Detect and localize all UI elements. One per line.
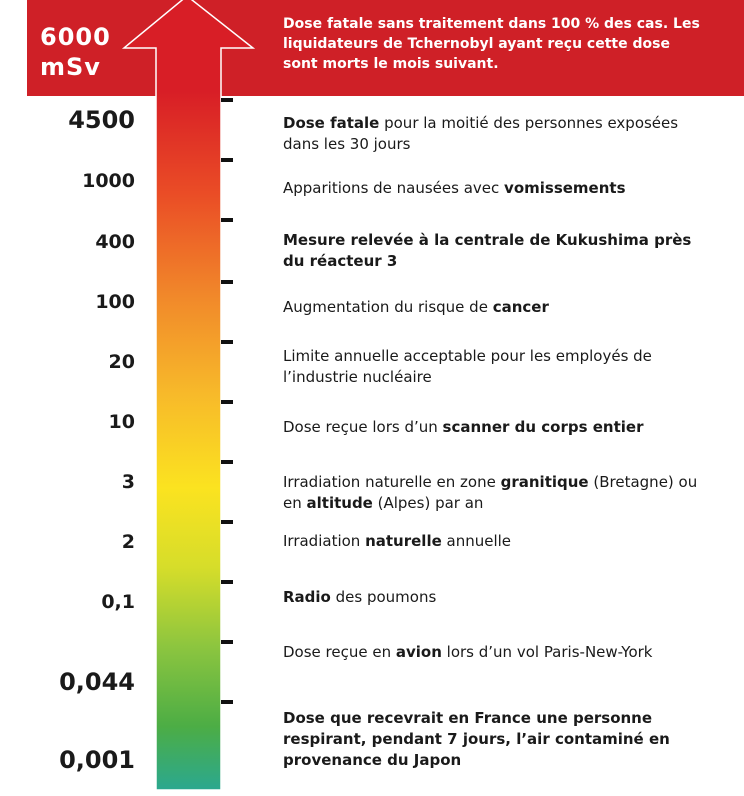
scale-tick bbox=[221, 218, 233, 222]
dose-value: 3 bbox=[121, 471, 135, 493]
description-text: Apparitions de nausées avec bbox=[283, 179, 505, 197]
scale-tick bbox=[221, 580, 233, 584]
dose-description bbox=[283, 417, 713, 438]
top-dose-label bbox=[40, 22, 140, 82]
description-emphasis: Mesure relevée à la centrale de Kukushima près du réacteur 3 bbox=[283, 231, 692, 270]
scale-tick bbox=[221, 400, 233, 404]
top-dose-description: Dose fatale sans traitement dans 100 % des cas. Les liquidateurs de Tchernobyl ayant reçu cette dose sont morts le mois suivant. bbox=[283, 16, 700, 72]
arrow-shape bbox=[124, 0, 253, 790]
description-text: Augmentation du risque de bbox=[283, 298, 493, 316]
dose-description bbox=[283, 346, 713, 388]
description-emphasis: naturelle bbox=[365, 532, 442, 550]
description-emphasis: altitude bbox=[306, 494, 373, 512]
description-text: Limite annuelle acceptable pour les employés de l’industrie nucléaire bbox=[283, 347, 652, 386]
dose-value: 2 bbox=[121, 531, 135, 553]
description-text: pour la moitié des personnes exposées dans les 30 jours bbox=[283, 114, 679, 153]
scale-tick bbox=[221, 98, 233, 102]
scale-tick bbox=[221, 700, 233, 704]
dose-value: 1000 bbox=[82, 170, 135, 192]
dose-description bbox=[283, 587, 713, 608]
description-text: lors d’un vol Paris-New-York bbox=[441, 643, 653, 661]
description-text: Irradiation bbox=[283, 532, 366, 550]
dose-description bbox=[283, 297, 713, 318]
description-emphasis: vomissements bbox=[504, 179, 626, 197]
description-emphasis: granitique bbox=[500, 473, 589, 491]
dose-description bbox=[283, 531, 713, 552]
dose-value: 100 bbox=[95, 291, 135, 313]
description-text: (Alpes) par an bbox=[372, 494, 484, 512]
description-emphasis: Dose que recevrait en France une personne respirant, pendant 7 jours, l’air contaminé en provenance du Japon bbox=[283, 709, 670, 769]
dose-description bbox=[283, 230, 713, 272]
description-text: annuelle bbox=[441, 532, 512, 550]
description-emphasis: cancer bbox=[492, 298, 549, 316]
dose-value: 0,1 bbox=[101, 591, 135, 613]
dose-description bbox=[283, 708, 713, 771]
description-emphasis: avion bbox=[395, 643, 442, 661]
dose-description bbox=[283, 178, 713, 199]
dose-description bbox=[283, 472, 713, 514]
description-text: des poumons bbox=[330, 588, 437, 606]
dose-value: 4500 bbox=[68, 106, 135, 134]
dose-value: 0,001 bbox=[59, 746, 135, 774]
description-text: Irradiation naturelle en zone bbox=[283, 473, 501, 491]
top-dose-value: 6000 bbox=[40, 23, 111, 51]
dose-value: 10 bbox=[108, 411, 135, 433]
description-emphasis: Dose fatale bbox=[283, 114, 380, 132]
dose-value: 400 bbox=[95, 231, 135, 253]
dose-value: 20 bbox=[108, 351, 135, 373]
description-text: Dose reçue lors d’un bbox=[283, 418, 443, 436]
scale-tick bbox=[221, 280, 233, 284]
scale-tick bbox=[221, 340, 233, 344]
description-text: Dose reçue en bbox=[283, 643, 396, 661]
description-emphasis: scanner du corps entier bbox=[442, 418, 644, 436]
scale-tick bbox=[221, 640, 233, 644]
top-dose-unit: mSv bbox=[40, 53, 101, 81]
dose-description bbox=[283, 642, 713, 663]
description-text: (Bretagne) ou en bbox=[283, 473, 698, 512]
description-emphasis: Radio bbox=[283, 588, 331, 606]
scale-tick bbox=[221, 520, 233, 524]
scale-tick bbox=[221, 158, 233, 162]
scale-tick bbox=[221, 460, 233, 464]
dose-description bbox=[283, 113, 713, 155]
dose-value: 0,044 bbox=[59, 668, 135, 696]
